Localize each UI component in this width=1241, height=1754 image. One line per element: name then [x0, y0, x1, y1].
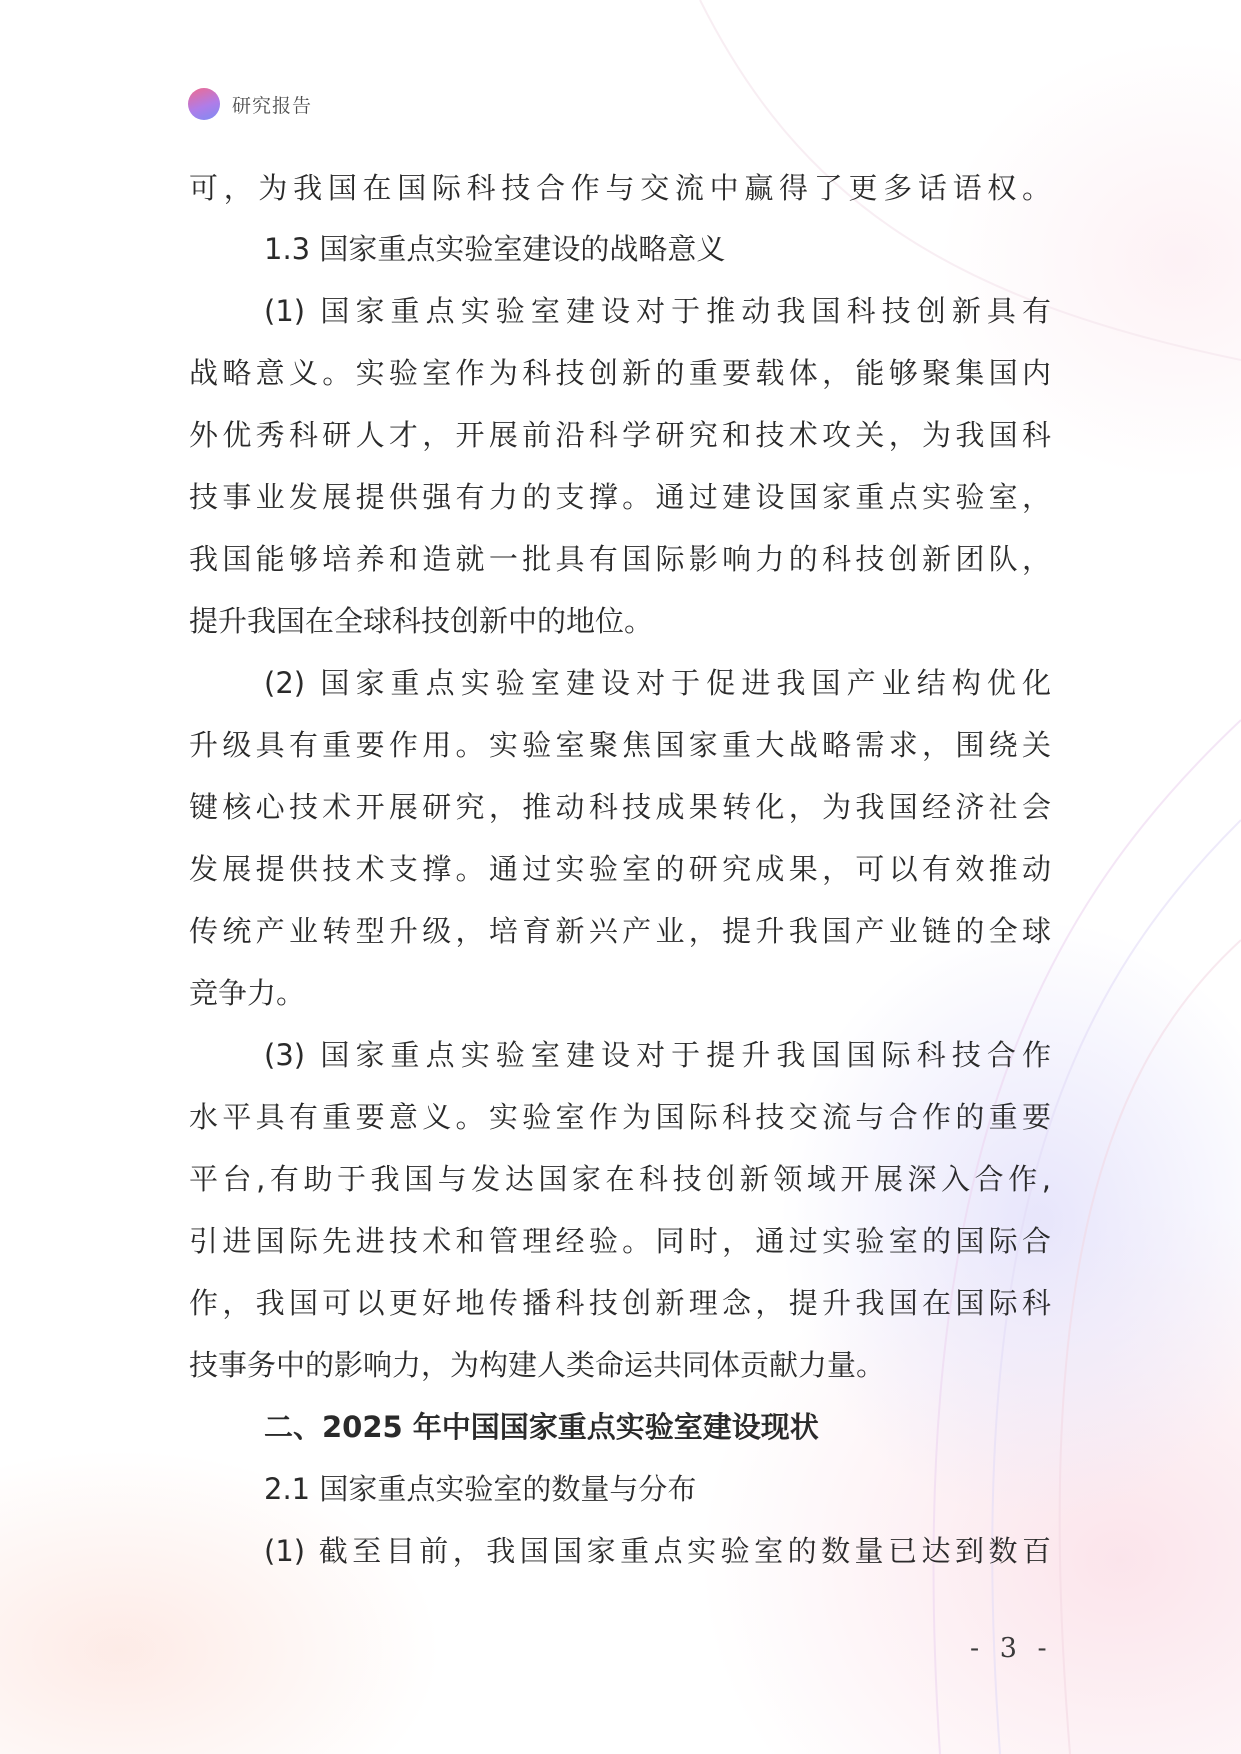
text-line: 技事务中的影响力，为构建人类命运共同体贡献力量。: [189, 1348, 886, 1382]
text-line: (1) 截至目前，我国国家重点实验室的数量已达到数百: [264, 1534, 1051, 1568]
text-line: 平台,有助于我国与发达国家在科技创新领域开展深入合作,: [189, 1162, 1051, 1196]
text-line: 发展提供技术支撑。通过实验室的研究成果，可以有效推动: [189, 852, 1051, 886]
text-line: 提升我国在全球科技创新中的地位。: [189, 604, 654, 638]
text-line: 竞争力。: [189, 976, 306, 1010]
text-line: (1) 国家重点实验室建设对于推动我国科技创新具有: [264, 294, 1051, 328]
text-line: 可，为我国在国际科技合作与交流中赢得了更多话语权。: [189, 171, 1051, 205]
text-line: 我国能够培养和造就一批具有国际影响力的科技创新团队，: [189, 542, 1051, 576]
text-line: 升级具有重要作用。实验室聚焦国家重大战略需求，围绕关: [189, 728, 1051, 762]
subsection-heading: 1.3 国家重点实验室建设的战略意义: [264, 232, 726, 266]
page-number: - 3 -: [970, 1633, 1053, 1664]
text-line: 外优秀科研人才，开展前沿科学研究和技术攻关，为我国科: [189, 418, 1051, 452]
section-heading: 二、2025 年中国国家重点实验室建设现状: [264, 1410, 819, 1444]
text-line: 作，我国可以更好地传播科技创新理念，提升我国在国际科: [189, 1286, 1051, 1320]
text-line: 引进国际先进技术和管理经验。同时，通过实验室的国际合: [189, 1224, 1051, 1258]
text-line: (2) 国家重点实验室建设对于促进我国产业结构优化: [264, 666, 1051, 700]
text-line: 水平具有重要意义。实验室作为国际科技交流与合作的重要: [189, 1100, 1051, 1134]
text-line: 传统产业转型升级，培育新兴产业，提升我国产业链的全球: [189, 914, 1051, 948]
subsection-heading: 2.1 国家重点实验室的数量与分布: [264, 1472, 697, 1506]
text-line: 技事业发展提供强有力的支撑。通过建设国家重点实验室，: [189, 480, 1051, 514]
header-label: 研究报告: [232, 94, 313, 117]
text-line: (3) 国家重点实验室建设对于提升我国国际科技合作: [264, 1038, 1051, 1072]
text-line: 战略意义。实验室作为科技创新的重要载体，能够聚集国内: [189, 356, 1051, 390]
text-line: 键核心技术开展研究，推动科技成果转化，为我国经济社会: [189, 790, 1051, 824]
